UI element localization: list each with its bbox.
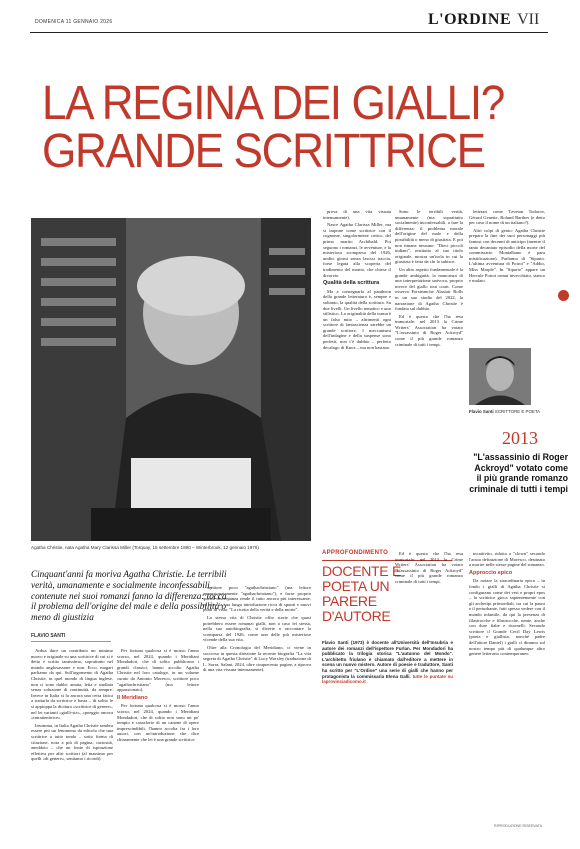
headline [42, 77, 562, 178]
quote-text: "L'assassinio di Roger Ackroyd" votato come il più grande romanzo criminale di tutti i tempi [469, 452, 568, 494]
c4-subhead: Qualità della scrittura [323, 280, 380, 287]
c5-p1: Sono le terribili verità, umanamente (ma soprattutto socialmente) inconfessabili, a fare la differenza: il problema morale dell'origine del male e della possibilità o meno di giustizia. E poi non rimane nessuno: "Dieci piccoli indiani", restituito al suo titolo originale, mostra un'isola in cui la giustizia è fatta da chi la subisce. [395, 209, 463, 265]
column-5-bottom [395, 551, 463, 828]
photo-caption: Agatha Christie, nata Agatha Mary Clarissa Miller (Torquay, 15 settembre 1890 – Winterbrook, 12 gennaio 1976) [31, 545, 259, 550]
c4-p3: Ma a consegnarla al pantheon della grande letteratura è, sempre e soltanto, la qualità della scrittura. Su due livelli. Un livello tematico e uno stilistico. La originalità della trama è un falso mito – altrimenti ogni scrittore di fantascienza sarebbe un grande scrittore. I meccanismi dell'indagine e della suspense sono perfetti, non c'è dubbio – perfetto decalogo di Knox – ma non bastano. [323, 288, 391, 350]
c2-p2: Per fortuna qualcosa si è mosso l'anno scorso, nel 2024, quando i Meridiani Mondadori, che di solito non sono un po' tempio e cassaforte di un canone di opere imprescindibili, l'hanno accolta fra i loro autori, con un'introduzione che dice chiaramente che lei è una grande scrittrice. [117, 703, 199, 742]
c1-p1: Ardua duce un contributo un minimo nuovo e originale su una scrittrice di cui si è detto e scritto tantissimo, soprattutto nel mondo anglosassone e non. Ecco, magari parliamo da qui. Sull'argomento di Agatha Christie, in quel mondo di lingua inglese, non ci sono dubbi: amata, letta e studiata senza soluzione di continuità, da sempre. Invece in Italia si fa ancora una certa fatica a trattarla da scrittrice e basta – di solito le si appioppa la dicitura «scrittrice di genere», nel lei varianti «gialli-sta», «poeggio ancora «intrattenitrice». [31, 648, 113, 721]
header-rule [30, 32, 548, 33]
column-2 [117, 648, 199, 828]
portrait-illustration [31, 218, 311, 541]
approfondimento-link[interactable]: tutte le puntate su laprovinciadicomo.it [322, 673, 453, 685]
c1-p2: Insomma, in Italia Agatha Christie sembra essere più un fenomeno da edicola che una scrittrice a tutto tondo – sotto forma di citazione, nota a più di pagina, curiosità, aneddoto – che un fonte di ispirazione effettiva per altri scrittori (al massimo per quelli «di genere», sentiamo i ricordi). [31, 722, 113, 762]
santi-caption [469, 409, 540, 414]
c3-p1: scrittore poco "agathachristiano" (ma lettore appassionatamente "agathachristiano"), e forse proprio questa discrepanza rende il tutto ancora più interessante, ed ecco la sua lunga introduzione ricca di spunti e nuovi punti di vista. "La ricetta della verità e della morte". [203, 585, 311, 613]
column-6-top [469, 209, 545, 342]
c4-p2: Nasce Agatha Clarissa Miller, ma si impone come scrittrice con il cognome, singolarmente critico, del primo marito Archibald. Poi seguono i romanzi, le avventure, e la misteriosa scomparsa del 1926, undici giorni senza lasciar traccia, forse legata alla scoperta del tradimento del marito, che chiese il divorzio. [323, 222, 391, 278]
masthead-title: L'ORDINE [428, 11, 512, 28]
headline-line-2: GRANDE SCRITTRICE [42, 125, 485, 178]
column-4 [323, 209, 391, 547]
main-photo [31, 218, 311, 541]
c6t-p1: letterari come Tzvetan Todorov, Gérard Genette, Roland Barthes (e detto per caso il nome di un italiano?). [469, 209, 545, 226]
c5b-filler: Ed è questo che l'ha resa immortale: nel 2013 la Crime Writers' Association ha votato "L'assassinio di Roger Ackroyd" come il più grande romanzo criminale di tutti i tempi. [395, 551, 463, 584]
approfondimento-kicker: APPROFONDIMENTO [322, 550, 389, 556]
santi-portrait [469, 348, 531, 405]
page-number: VII [517, 11, 540, 28]
standfirst: Cinquant'anni fa moriva Agatha Christie. Le terribili verità, umanamente e socialmente inconfessabili, contenute nei suoi romanzi fanno la differenza: tocca il problema dell'origine del male e della possibilità o meno di giustizia [31, 569, 227, 623]
headline-line-1: LA REGINA DEI GIALLI? [42, 77, 504, 130]
santi-photo [469, 348, 531, 405]
author-rule [31, 641, 111, 642]
column-1 [31, 648, 113, 828]
column-3 [203, 585, 311, 828]
c3-p3: Oltre alla Cronologia del Meridiano, ci viene in soccorso in questa direzione la recente biografia "La vita segreta di Agatha Christie" di Lucy Worsley (traduzione di L. Sorra, Salani, 2024, oltre cinquecento pagine, a riprova di una vita vissuta intensamente). [203, 644, 311, 673]
c6b-p1: incattivito, ridotto a "clown" secondo l'acuta definizione di Moresco, destinato a morire nelle stesse pagine del romanzo. [469, 551, 545, 568]
social-icon[interactable] [558, 290, 569, 301]
c2-p1: Per fortuna qualcosa si è mosso l'anno scorso, nel 2024, quando i Meridiani Mondadori, che di solito pubblicano i grandi classici, hanno accolto Agatha Christie nel loro catalogo, in un volume curato da Antonio Moresco, scrittore poco "agathachristiano" (ma lettore appassionato). [117, 648, 199, 693]
santi-role: SCRITTORE E POETA [494, 409, 541, 414]
masthead [428, 11, 539, 29]
c5-p3: Ed è questo che l'ha resa immortale: nel 2013 la Crime Writers' Association ha votato "L'assassinio di Roger Ackroyd" come il più grande romanzo criminale di tutti i tempi. [395, 313, 463, 347]
c6b-subhead: Approccio epico [469, 569, 513, 576]
approfondimento-title: DOCENTE E POETA UN PARERE D'AUTORE [322, 563, 401, 624]
c2-subhead: Il Meridiano [117, 694, 148, 701]
c4-p1: prova di una vita vissuta intensamente). [323, 209, 391, 220]
approfondimento-text: Flavio Santi (1973) è docente all'Università dell'Insubria e autore dei romanzi dell'ispettore Furlan. Per Mondadori ha pubblicato la trilogia storica "L'autunno del Mondo". L'architetto friulano è chiamato dall'editore a mettere in scena un nuovo mistero. Autore di poesie e traduttore, Santi ha scritto per "L'Ordine" una serie di gialli che hanno per protagonista la commissaria Elena Galli. [322, 640, 453, 679]
date-line: DOMENICA 11 GENNAIO 2026 [35, 19, 113, 25]
c5-p2: Un altro aspetto fondamentale è la grande ambiguità, la mancanza di una interpretazione univoca, proprio invece del giallo tout court. Come osserva Forsteanche Alastair Rolls in un suo studio del 2022, la narrazione di Agatha Christie è fondata sul dubbio. [395, 266, 463, 312]
c6t-p2: Altri colpi di genio: Agatha Christie prepara la fine dei suoi personaggi più famosi con decenni di anticipo (mentre il tanto decantato episodio della morte del commissario Montalbano è para mistificazione). Parliamo di "Sipario. L'ultima avventura di Poirot" e "Addio, Miss Marple". In "Sipario" appare un Hercule Poirot ormai invecchiato, stanco e malato. [469, 227, 545, 284]
quote-year: 2013 [502, 428, 538, 448]
credits: RIPRODUZIONE RISERVATA [494, 824, 543, 828]
author-byline: FLAVIO SANTI [31, 633, 66, 639]
column-6-bottom [469, 551, 545, 821]
santi-name: Flavio Santi [469, 409, 494, 414]
c3-p2: La stessa vita di Christie offre storie che quasi potrebbero essere romanzi gialli, non a caso lei stessa, nella sua autobiografia, si diverte a raccontare la scomparsa del 1926, come una delle più misteriose vicende della sua vita. [203, 614, 311, 643]
column-5 [395, 209, 463, 547]
c6b-p2: Da notare la straordinaria epica – in fondo i gialli di Agatha Christie si configurano come dei veri e propri epos – la scrittrice gioca sapientemente con gli archetipi primordiali, tra cui la paura e il perturbante, fatti spesso vedere con il mondo infantile, da qui la presenza di filastrocche e filastrocche, nenie, anche con dure fiabe e ritornelli. Secondo scrittore il Grande Cecil Day Lewis (poeta e giallista, nonché padre dell'attore Daniel) i gialli ci diranno sul nostro tempo più di qualunque altro genere letterario contemporaneo. [469, 578, 545, 657]
